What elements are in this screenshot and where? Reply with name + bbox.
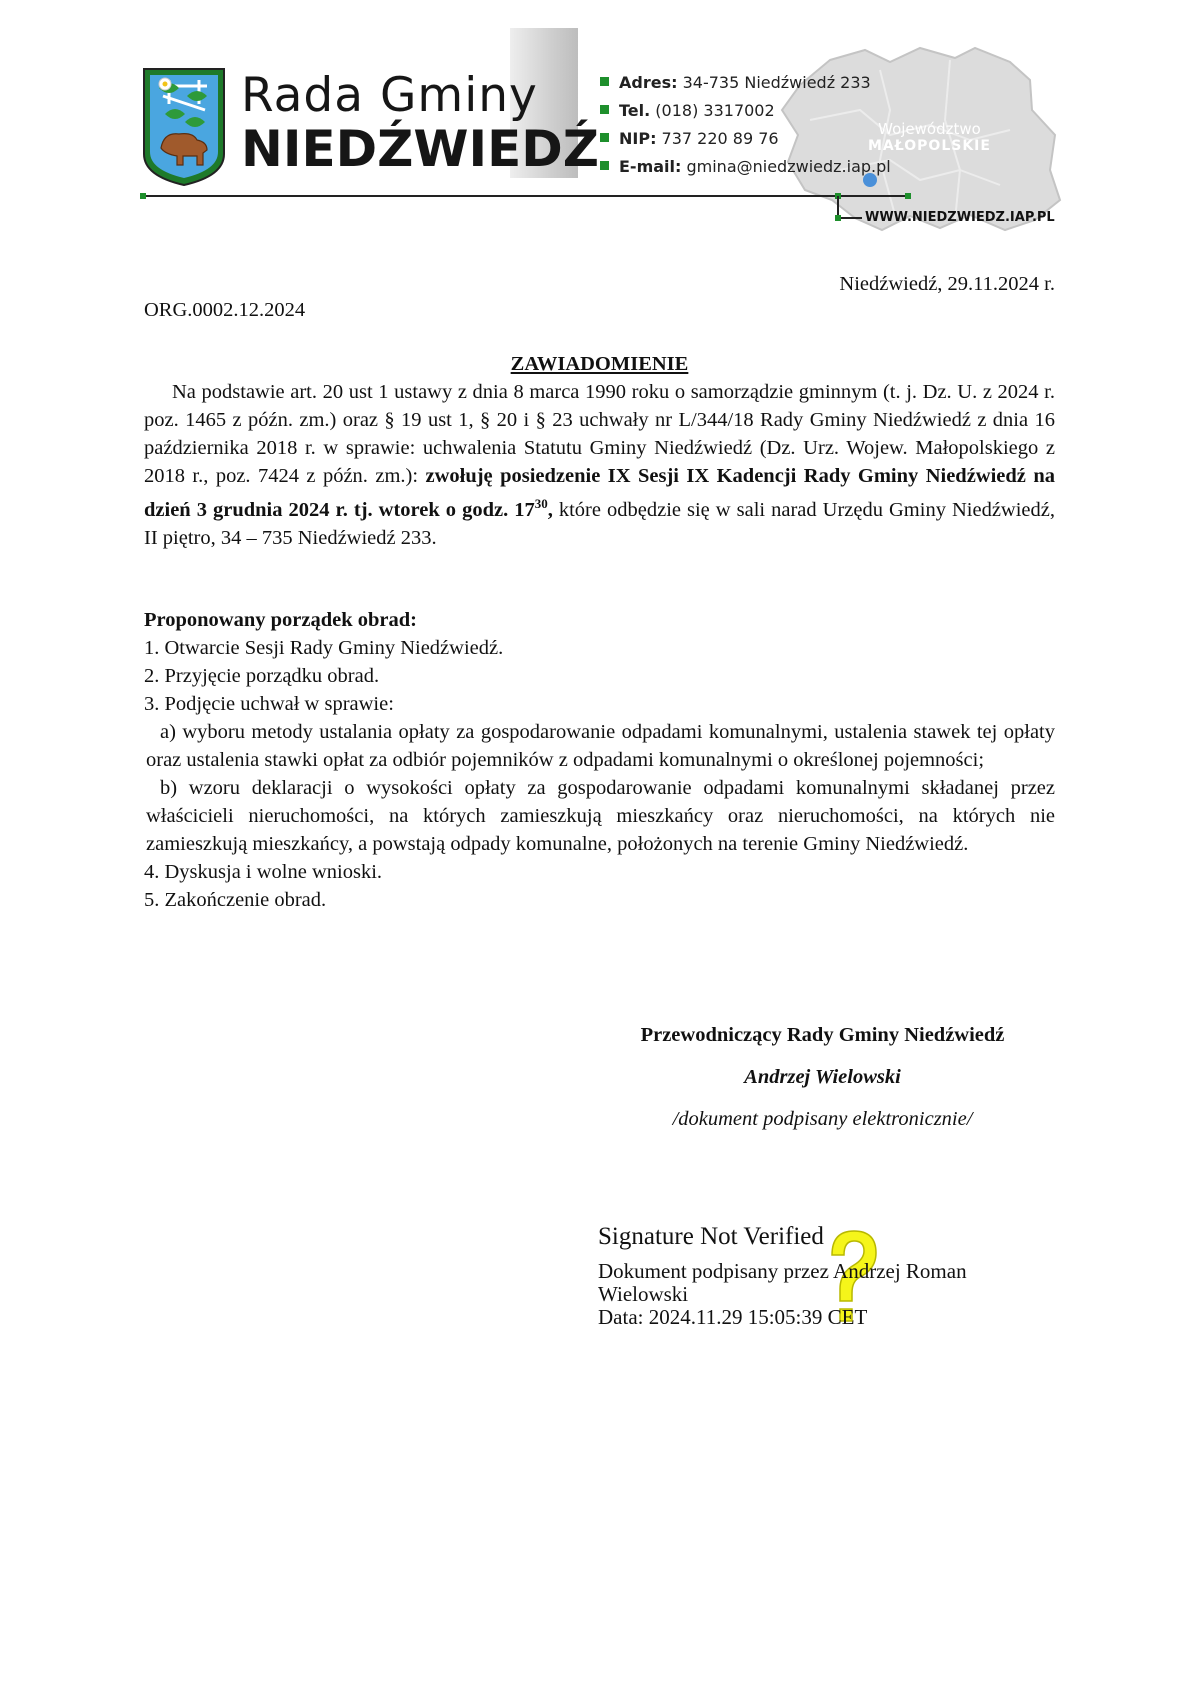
agenda-item-5: 5. Zakończenie obrad. bbox=[144, 889, 327, 911]
website-link[interactable]: WWW.NIEDZWIEDZ.IAP.PL bbox=[865, 210, 1055, 225]
verification-title: Signature Not Verified bbox=[598, 1223, 824, 1250]
region-label-line2: MAŁOPOLSKIE bbox=[868, 138, 991, 154]
verification-signer: Dokument podpisany przez Andrzej Roman bbox=[598, 1259, 967, 1283]
verification-signer-cont: Wielowski bbox=[598, 1282, 689, 1306]
agenda-item-3: 3. Podjęcie uchwał w sprawie: bbox=[144, 693, 394, 715]
notice-paragraph: Na podstawie art. 20 ust 1 ustawy z dnia 8 marca 1990 roku o samorządzie gminnym (t. j. Dz. U. z 2024 r. poz. 1465 z późn. zm.) oraz § 19 ust 1, § 20 i § 23 uchwały nr L/344/18 Rady Gminy Niedźwiedź z dnia 16 października 2018 r. w sprawie: uchwalenia Statutu Gminy Niedźwiedź (Dz. Urz. Wojew. Małopolskiego z 2018 r., poz. 7424 z późn. zm.): zwołuję posiedzenie IX Sesji IX Kadencji Rady Gminy Niedźwiedź na dzień 3 grudnia 2024 r. tj. wtorek o godz. $17^{30}$, które odbędzie się w sali narad Urzędu Gminy Niedźwiedź, II piętro, 34 – 735 Niedźwiedź 233. bbox=[144, 381, 1055, 549]
document-heading: ZAWIADOMIENIE bbox=[510, 353, 689, 375]
verification-date: Data: 2024.11.29 15:05:39 CET bbox=[598, 1305, 868, 1329]
agenda-list bbox=[144, 634, 1055, 914]
document-reference: ORG.0002.12.2024 bbox=[144, 299, 306, 321]
contact-phone: Tel. (018) 3317002 bbox=[600, 101, 775, 120]
notice-bold-text: zwołuję posiedzenie IX Sesji IX Kadencji Rady Gminy Niedźwiedź na dzień 3 grudnia 2024 r. tj. wtorek o godz. $17^{30}$, bbox=[144, 465, 1055, 521]
agenda-item-1: 1. Otwarcie Sesji Rady Gminy Niedźwiedź. bbox=[144, 637, 504, 659]
document-date: Niedźwiedź, 29.11.2024 r. bbox=[839, 273, 1055, 295]
contact-email: E-mail: gmina@niedzwiedz.iap.pl bbox=[600, 157, 891, 176]
signatory-name: Andrzej Wielowski bbox=[744, 1066, 901, 1088]
header-title-line1: Rada Gminy bbox=[241, 68, 538, 123]
agenda-item-3b: b) wzoru deklaracji o wysokości opłaty za gospodarowanie odpadami komunalnymi składanej przez właścicieli nieruchomości, na których zamieszkują mieszkańcy oraz nieruchomości, na których nie zamieszkują mieszkańcy, a powstają odpady komunalne, położonych na terenie Gminy Niedźwiedź. bbox=[146, 777, 1055, 855]
signatory-title: Przewodniczący Rady Gminy Niedźwiedź bbox=[640, 1024, 1005, 1046]
contact-nip: NIP: 737 220 89 76 bbox=[600, 129, 779, 148]
agenda-item-3a: a) wyboru metody ustalania opłaty za gospodarowanie odpadami komunalnymi, ustalenia stawek tej opłaty oraz ustalenia stawki opłat za odbiór pojemników z odpadami komunalnymi o określonej pojemności; bbox=[146, 721, 1055, 771]
contact-address: Adres: 34-735 Niedźwiedź 233 bbox=[600, 73, 871, 92]
agenda-item-4: 4. Dyskusja i wolne wnioski. bbox=[144, 861, 383, 883]
agenda-title: Proponowany porządek obrad: bbox=[144, 609, 417, 631]
signatory-note: /dokument podpisany elektronicznie/ bbox=[672, 1108, 973, 1130]
region-label-line1: Województwo bbox=[878, 120, 981, 138]
header-divider-line bbox=[0, 0, 1191, 240]
agenda-item-2: 2. Przyjęcie porządku obrad. bbox=[144, 665, 380, 687]
header-title-line2: NIEDŹWIEDŹ bbox=[241, 120, 600, 178]
